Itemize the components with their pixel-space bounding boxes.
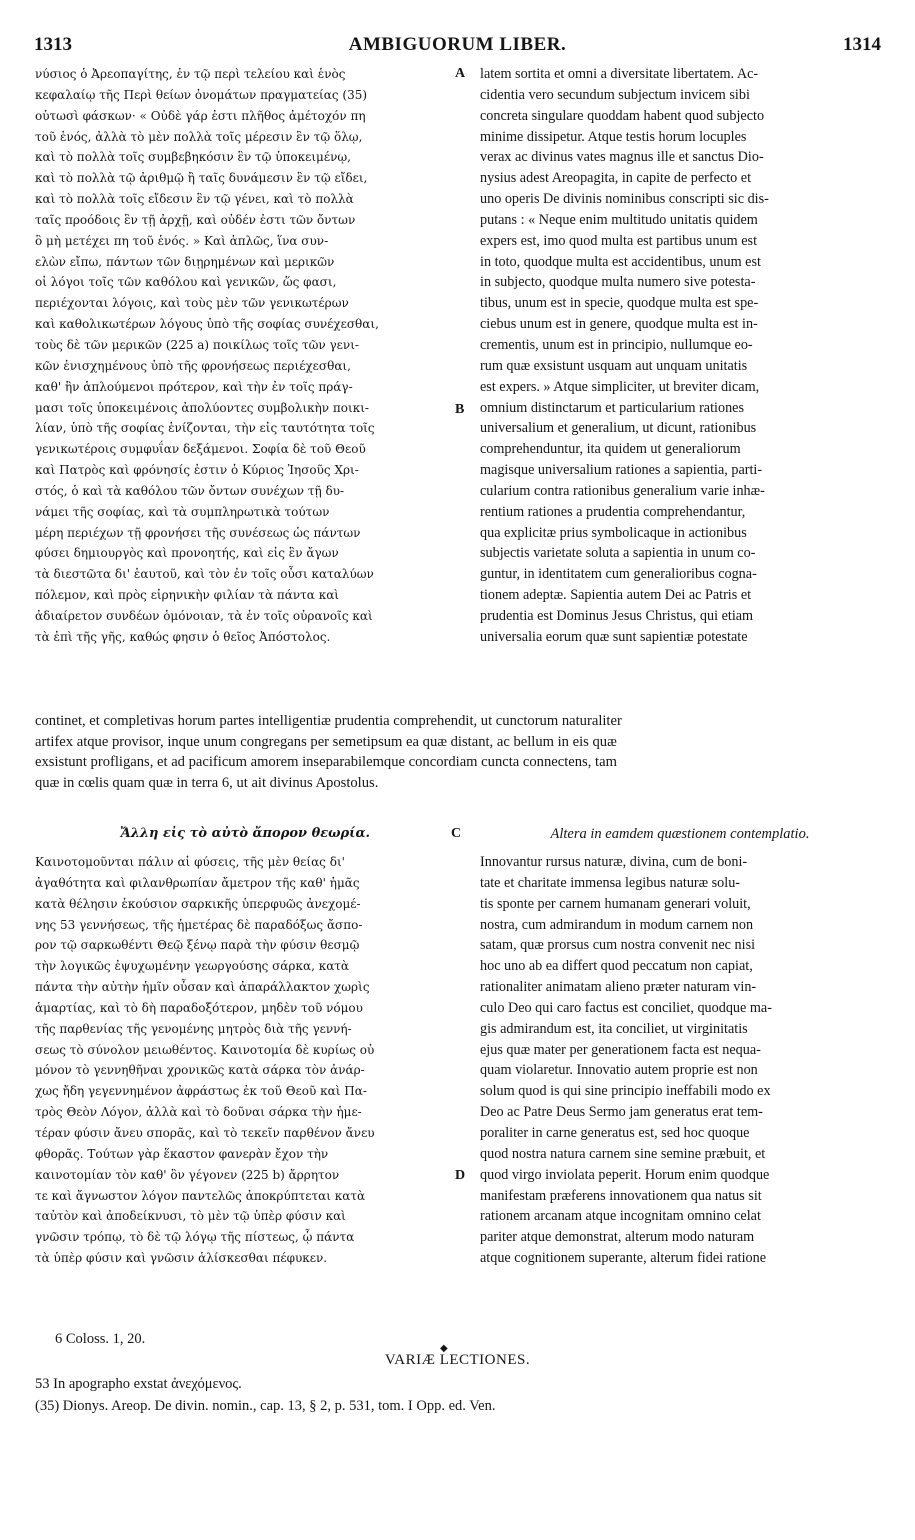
greek-text-line: τοῦ ἑνός, ἀλλὰ τὸ μὲν πολλὰ τοῖς μέρεσιν ἓν τῷ ὅλῳ,: [35, 129, 363, 144]
latin-text-line: guntur, in identitatem cum generalioribus cogna-: [480, 566, 757, 583]
latin-text-line: pariter atque demonstrat, alterum modo naturam: [480, 1229, 755, 1246]
latin-text-line: poraliter in carne generatus est, sed hoc quoque: [480, 1124, 750, 1141]
margin-marker-b: B: [455, 402, 465, 417]
greek-text-line: στός, ὁ καὶ τὰ καθόλου τῶν ὄντων συνέχων τῇ δυ-: [35, 483, 345, 498]
latin-text-line: rum quæ exsistunt usquam aut unquam unitatis: [480, 357, 748, 374]
latin-text-line: universalium et generalium, ut dicunt, rationibus: [480, 420, 757, 437]
greek-text-line: τὰ ἐπὶ τῆς γῆς, καθώς φησιν ὁ θεῖος Ἀπόστολος.: [35, 629, 331, 644]
latin-text-line: verax ac divinus vates magnus ille et sanctus Dio-: [480, 149, 764, 166]
greek-text-line: Καινοτομοῦνται πάλιν αἱ φύσεις, τῆς μὲν θείας δι': [35, 855, 345, 869]
latin-text-line: universalia eorum quæ sunt sapientiæ potestate: [480, 628, 748, 645]
latin-text-line: qua explicitæ prius symbolicaque in actionibus: [480, 524, 747, 541]
full-width-text-line: continet, et completivas horum partes intelligentiæ prudentia comprehendit, ut cunctorum naturaliter: [35, 713, 622, 729]
greek-text-line: οἱ λόγοι τοῖς τῶν καθόλου καὶ γενικῶν, ὥς φασι,: [35, 275, 337, 290]
latin-text-line: rentium rationes a prudentia comprehendantur,: [480, 503, 746, 520]
latin-text-line: in toto, quodque multa est accidentibus, unum est: [480, 253, 761, 270]
latin-text-line: cularium contra rationibus generalium varie inhæ-: [480, 482, 765, 499]
full-width-text-line: artifex atque provisor, inque unum congregans per semetipsum ea quæ distant, ac bellum in eis quæ: [35, 733, 617, 750]
greek-text-line: κῶν ἐνισχημένους ὑπὸ τῆς φρονήσεως περιέχεσθαι,: [35, 358, 351, 373]
section-heading-greek: Ἄλλη εἰς τὸ αὐτὸ ἄπορον θεωρία.: [119, 826, 371, 841]
footnote: 6 Coloss. 1, 20.: [55, 1331, 146, 1347]
running-header: [34, 34, 881, 56]
greek-text-line: κατὰ θέλησιν ἑκούσιον σαρκικῆς ὑπερφυῶς ἀνεχομέ-: [35, 896, 361, 911]
variae-lectiones-heading: VARIÆ LECTIONES.: [384, 1352, 531, 1368]
variant-reading-line: (35) Dionys. Areop. De divin. nomin., cap. 13, § 2, p. 531, tom. I Opp. ed. Ven.: [35, 1398, 496, 1414]
greek-text-line: τρὸς Θεὸν Λόγον, ἀλλὰ καὶ τὸ δοῦναι σάρκα τὴν ἡμε-: [35, 1105, 362, 1120]
latin-text-line: quod virgo inviolata peperit. Horum enim quodque: [480, 1166, 770, 1183]
latin-text-line: putans : « Neque enim multitudo unitatis quidem: [480, 211, 758, 228]
page-number-right: 1314: [843, 34, 881, 55]
variant-reading-line: 53 In apographo exstat ἀνεχόμενος.: [35, 1376, 242, 1392]
latin-text-line: concreta singulare quoddam habent quod subjecto: [480, 107, 765, 124]
greek-text-line: καὶ καθολικωτέρων λόγους ὑπὸ τῆς σοφίας συνέχεσθαι,: [35, 317, 379, 332]
greek-text-line: οὑτωσὶ φάσκων· « Οὐδὲ γάρ ἐστι πλῆθος ἀμέτοχόν πη: [35, 108, 366, 123]
full-width-text-line: exsistunt profligans, et ad pacificum amorem inseparabilemque concordiam cuncta connectens, tam: [35, 754, 617, 770]
greek-text-line: γενικωτέροις συμφυΐαν δεξάμενοι. Σοφία δὲ τοῦ Θεοῦ: [35, 442, 366, 457]
margin-marker-d: D: [455, 1168, 466, 1183]
greek-text-line: τῆς παρθενίας τῆς γενομένης μητρὸς διὰ τῆς γεννή-: [35, 1021, 352, 1036]
greek-text-line: τέραν φύσιν ἄνευ σπορᾶς, καὶ τὸ τεκεῖν παρθένον ἄνευ: [35, 1125, 375, 1140]
latin-text-line: nysius adest Areopagita, in capite de perfecto et: [480, 170, 752, 187]
latin-text-line: in subjecto, quodque multa numero sive potesta-: [480, 274, 756, 291]
greek-text-line: τὴν λογικῶς ἐψυχωμένην γεωργούσης σάρκα, κατὰ: [35, 959, 350, 974]
greek-text-line: καὶ τὸ πολλὰ τοῖς συμβεβηκόσιν ἓν τῷ ὑποκειμένῳ,: [35, 150, 351, 165]
page-number-left: 1313: [34, 34, 72, 55]
greek-text-line: τὰ διεστῶτα δι' ἑαυτοῦ, καὶ τὸν ἐν τοῖς οὖσι καταλύων: [35, 567, 374, 582]
latin-text-line: gis admirandum est, ita conciliet, ut virginitatis: [480, 1020, 748, 1037]
greek-text-line: τε καὶ ἄγνωστον λόγον παντελῶς ἀποκρύπτεται κατὰ: [35, 1188, 366, 1203]
greek-text-line: καὶ Πατρὸς καὶ φρόνησίς ἐστιν ὁ Κύριος Ἰησοῦς Χρι-: [35, 463, 359, 478]
greek-text-line: περιέχονται λόγοις, καὶ τοὺς μὲν τῶν γενικωτέρων: [35, 296, 349, 311]
latin-text-line: atque cognitionem superante, alterum fidei ratione: [480, 1250, 767, 1267]
greek-text-line: φθορᾶς. Τούτων γὰρ ἕκαστον φανερὰν ἔχον τὴν: [35, 1146, 329, 1161]
greek-column-top: [35, 64, 455, 648]
latin-text-line: tis sponte per carnem humanam generari voluit,: [480, 895, 751, 912]
greek-text-line: μόνον τὸ γεννηθῆναι χρονικῶς κατὰ σάρκα τὸν ἀνάρ-: [35, 1063, 365, 1078]
greek-text-line: μέρη περιέχων τῇ φρονήσει τῆς συνέσεως ὡς πάντων: [35, 525, 361, 540]
latin-column-top: [480, 64, 880, 648]
greek-text-line: ὃ μὴ μετέχει πη τοῦ ἑνός. » Καὶ ἁπλῶς, ἵνα συν-: [35, 233, 329, 248]
margin-marker-c: C: [451, 826, 462, 841]
latin-text-line: magisque universalium rationes a sapientia, parti-: [480, 462, 763, 479]
latin-column-bottom: [480, 852, 880, 1269]
latin-text-line: quod nostra natura carnem sine semine præbuit, et: [480, 1145, 766, 1162]
greek-text-line: καθ' ἣν ἁπλούμενοι πρότερον, καὶ τὴν ἐν τοῖς πράγ-: [35, 379, 353, 394]
latin-text-line: latem sortita et omni a diversitate libertatem. Ac-: [480, 66, 759, 82]
greek-text-line: χως ἤδη γεγεννημένον ἀφράστως ἐκ τοῦ Θεοῦ καὶ Πα-: [35, 1084, 367, 1099]
greek-text-line: νύσιος ὁ Ἀρεοπαγίτης, ἐν τῷ περὶ τελείου καὶ ἑνὸς: [35, 67, 346, 81]
greek-text-line: ταὐτὸν καὶ ἀποδείκνυσι, τὸ μὲν τῷ ὑπὲρ φύσιν καὶ: [35, 1209, 346, 1224]
latin-text-line: cidentia vero secundum subjectum invicem sibi: [480, 86, 750, 103]
latin-text-line: omnium distinctarum et particularium rationes: [480, 399, 744, 416]
latin-text-line: crementis, unum est in principio, nullumque eo-: [480, 336, 753, 353]
latin-text-line: culo Deo qui caro factus est conciliet, quodque ma-: [480, 999, 772, 1016]
latin-text-line: tate et charitate immensa legibus naturæ solu-: [480, 874, 741, 891]
greek-text-line: λίαν, ὑπὸ τῆς σοφίας ἑνίζονται, τὴν εἰς ταυτότητα τοῖς: [35, 421, 375, 436]
latin-text-line: comprehenduntur, ita quidem ut generaliorum: [480, 441, 741, 458]
latin-text-line: ciebus unum est in genere, quodque multa est in-: [480, 316, 758, 333]
greek-text-line: γνῶσιν τρόπῳ, τὸ δὲ τῷ λόγῳ τῆς πίστεως, ᾧ πάντα: [35, 1230, 355, 1245]
latin-text-line: est expers. » Atque simpliciter, ut breviter dicam,: [480, 378, 760, 395]
latin-text-line: hoc uno ab ea differt quod peccatum non capiat,: [480, 958, 753, 975]
greek-text-line: ελὼν εἴπω, πάντων τῶν διῃρημένων καὶ μερικῶν: [35, 254, 335, 269]
greek-text-line: νάμει τῆς σοφίας, καὶ τὰ συμπληρωτικὰ τούτων: [35, 504, 330, 519]
greek-text-line: καινοτομίαν τὸν καθ' ὃν γέγονεν (225 b) ἄρρητον: [35, 1167, 340, 1182]
full-width-paragraph: [35, 711, 880, 793]
greek-text-line: τὰ ὑπὲρ φύσιν καὶ γνῶσιν ἁλίσκεσθαι πέφυκεν.: [35, 1251, 328, 1266]
latin-text-line: Deo ac Patre Deus Sermo jam generatus erat tem-: [480, 1104, 763, 1121]
ornament-dot: ◆: [440, 1343, 448, 1354]
greek-text-line: ἁμαρτίας, καὶ τὸ δὴ παραδοξότερον, μηδὲν τοῦ νόμου: [35, 1000, 363, 1015]
greek-text-line: ταῖς προόδοις ἓν τῇ ἀρχῇ, καὶ οὐδέν ἐστι τῶν ὄντων: [35, 212, 356, 227]
greek-text-line: ρον τῷ σαρκωθέντι Θεῷ ξένῳ παρὰ τὴν φύσιν θεσμῷ: [35, 938, 360, 953]
running-title: AMBIGUORUM LIBER.: [348, 34, 567, 55]
greek-text-line: μασι τοῖς ὑποκειμένοις ἀπολύοντες συμβολικὴν ποικι-: [35, 400, 369, 415]
variae-lectiones-list: [35, 1373, 495, 1417]
latin-text-line: quam violaretur. Innovatio autem proprie est non: [480, 1062, 758, 1079]
latin-text-line: nostra, cum admirandum in modum carnem non: [480, 916, 754, 933]
latin-text-line: satam, quæ prorsus cum nostra convenit nec nisi: [480, 937, 756, 954]
latin-text-line: Innovantur rursus naturæ, divina, cum de boni-: [480, 854, 748, 870]
margin-marker-a: A: [455, 66, 466, 81]
latin-text-line: minime dissipetur. Atque testis horum locuples: [480, 128, 747, 145]
full-width-text-line: quæ in cœlis quam quæ in terra 6, ut ait divinus Apostolus.: [35, 774, 379, 791]
latin-text-line: subjectis varietate soluta a sapientia in unum co-: [480, 545, 756, 562]
latin-text-line: manifestam præferens innovationem qua natus sit: [480, 1187, 762, 1204]
greek-text-line: σεως τὸ σύνολον μειωθέντος. Καινοτομία δὲ κυρίως οὐ: [35, 1042, 375, 1057]
greek-column-bottom: [35, 852, 455, 1269]
greek-text-line: πάντα τὴν αὐτὴν ἡμῖν οὖσαν καὶ ἀπαράλλακτον χωρὶς: [35, 980, 370, 995]
greek-text-line: νης 53 γεννήσεως, τῆς ἡμετέρας δὲ παραδόξως ἄσπο-: [35, 917, 363, 932]
greek-text-line: καὶ τὸ πολλὰ τοῖς εἴδεσιν ἓν τῷ γένει, καὶ τὸ πολλὰ: [35, 192, 354, 207]
greek-text-line: φύσει δημιουργὸς καὶ προνοητής, καὶ εἰς ἓν ἄγων: [35, 546, 339, 561]
greek-text-line: ἀγαθότητα καὶ φιλανθρωπίαν ἄμετρον τῆς καθ' ἡμᾶς: [35, 875, 360, 890]
latin-text-line: tibus, unum est in specie, quodque multa est spe-: [480, 295, 759, 312]
latin-text-line: ejus quæ mater per generationem facta est nequa-: [480, 1041, 761, 1058]
latin-text-line: solum quod is qui sine principio ineffabili modo ex: [480, 1083, 771, 1100]
greek-text-line: τοὺς δὲ τῶν μερικῶν (225 a) ποικίλως τοῖς τῶν γενι-: [35, 337, 359, 352]
latin-text-line: tionem adeptæ. Sapientia autem Dei ac Patris et: [480, 587, 752, 604]
greek-text-line: κεφαλαίῳ τῆς Περὶ θείων ὀνομάτων πραγματείας (35): [35, 87, 368, 102]
greek-text-line: πόλεμον, καὶ πρὸς εἰρηνικὴν φιλίαν τὰ πάντα καὶ: [35, 588, 340, 603]
greek-text-line: καὶ τὸ πολλὰ τῷ ἀριθμῷ ἢ ταῖς δυνάμεσιν ἓν τῷ εἴδει,: [35, 171, 368, 186]
latin-text-line: rationem arcanam atque incognitam omnino celat: [480, 1208, 761, 1225]
latin-text-line: prudentia est Dominus Jesus Christus, qui etiam: [480, 607, 754, 624]
latin-text-line: rationaliter animatam alieno præter naturam vin-: [480, 979, 757, 996]
greek-text-line: ἀδιαίρετον συνδέων ὁμόνοιαν, τὰ ἐν τοῖς οὐρανοῖς καὶ: [35, 608, 373, 623]
latin-text-line: expers est, imo quod multa est partibus unum est: [480, 232, 758, 249]
latin-text-line: uno operis De divinis nominibus conscripti sic dis-: [480, 191, 769, 208]
section-heading-latin: Altera in eamdem quæstionem contemplatio.: [550, 826, 810, 842]
